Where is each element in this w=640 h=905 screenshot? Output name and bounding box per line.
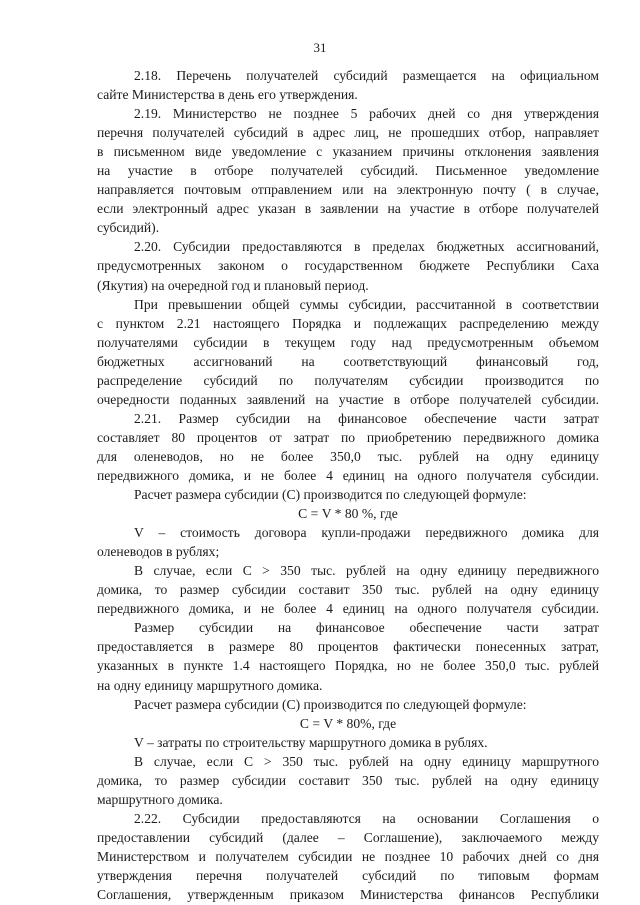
text-line: предоставляется в размере 80 процентов фактически понесенных затрат, — [97, 639, 599, 655]
text-line: предоставлении субсидий (далее – Соглашение), заключаемого между — [97, 829, 599, 845]
page-number: 31 — [313, 40, 327, 55]
text-line: если электронный адрес указан в заявлении на участие в отборе получателей — [97, 201, 599, 217]
text-line: С = V * 80%, где — [299, 715, 397, 731]
text-line: Расчет размера субсидии (С) производится по следующей формуле: — [134, 696, 527, 712]
text-line: При превышении общей суммы субсидии, рассчитанной в соответствии — [134, 296, 599, 312]
text-line: В случае, если С > 350 тыс. рублей на одну единицу передвижного — [134, 563, 599, 579]
text-line: передвижного домика, и не более 4 единиц на одного получателя субсидии. — [97, 467, 599, 483]
text-line: очередности поданных заявлений на участие в отборе получателей субсидии. — [97, 391, 599, 407]
text-line: бюджетных ассигнований на соответствующий финансовый год, — [97, 353, 599, 369]
text-line: 2.19. Министерство не позднее 5 рабочих дней со дня утверждения — [134, 106, 599, 122]
text-line: 2.18. Перечень получателей субсидий размещается на официальном — [134, 68, 599, 83]
text-line: предусмотренных законом о государственном бюджете Республики Саха — [97, 258, 599, 274]
text-line: в письменном виде уведомление с указанием причины отклонения заявления — [97, 144, 599, 160]
text-line: оленеводов в рублях; — [97, 544, 220, 560]
text-line: составляет 80 процентов от затрат по приобретению передвижного домика — [97, 429, 599, 445]
text-line: маршрутного домика. — [97, 791, 223, 807]
text-line: Размер субсидии на финансовое обеспечение части затрат — [134, 620, 599, 636]
text-line: Расчет размера субсидии (С) производится по следующей формуле: — [134, 487, 527, 503]
text-line: 2.20. Субсидии предоставляются в пределах бюджетных ассигнований, — [134, 239, 599, 255]
text-line: Соглашения, утвержденным приказом Министерства финансов Республики — [97, 887, 599, 903]
text-line: для оленеводов, но не более 350,0 тыс. рублей на одну единицу — [97, 448, 599, 464]
text-line: на одну единицу маршрутного домика. — [97, 677, 323, 693]
text-line: (Якутия) на очередной год и плановый период. — [97, 277, 369, 293]
text-line: 2.22. Субсидии предоставляются на основании Соглашения о — [134, 810, 599, 826]
text-line: передвижного домика, и не более 4 единиц на одного получателя субсидии. — [97, 601, 599, 617]
document-body — [97, 66, 599, 904]
text-line: направляется почтовым отправлением или на электронную почту ( в случае, — [97, 182, 599, 198]
text-line: перечня получателей субсидий в адрес лиц, не прошедших отбор, направляет — [97, 125, 599, 141]
text-line: С = V * 80 %, где — [298, 506, 398, 522]
text-line: получателями субсидии в текущем году над предусмотренным объемом — [97, 334, 599, 350]
text-line: субсидий). — [97, 220, 160, 236]
text-line: утверждения перечня получателей субсидий по типовым формам — [97, 867, 599, 883]
text-line: 2.21. Размер субсидии на финансовое обеспечение части затрат — [134, 410, 599, 426]
text-line: V – стоимость договора купли-продажи передвижного домика для — [134, 525, 599, 541]
text-line: с пунктом 2.21 настоящего Порядка и подлежащих распределению между — [97, 315, 599, 331]
text-line: домика, то размер субсидии составит 350 тыс. рублей на одну единицу — [97, 582, 599, 598]
text-line: распределение субсидий по получателям субсидии производится по — [97, 372, 599, 388]
text-line: В случае, если С > 350 тыс. рублей на одну единицу маршрутного — [134, 753, 599, 769]
text-line: Министерством и получателем субсидии не позднее 10 рабочих дней со дня — [97, 848, 599, 864]
text-line: указанных в пункте 1.4 настоящего Порядка, но не более 350,0 тыс. рублей — [97, 658, 599, 674]
text-line: на участие в отборе получателей субсидий. Письменное уведомление — [97, 163, 599, 179]
text-line: сайте Министерства в день его утверждения. — [97, 87, 358, 103]
text-line: V – затраты по строительству маршрутного домика в рублях. — [134, 734, 488, 750]
text-line: домика, то размер субсидии составит 350 тыс. рублей на одну единицу — [97, 772, 599, 788]
